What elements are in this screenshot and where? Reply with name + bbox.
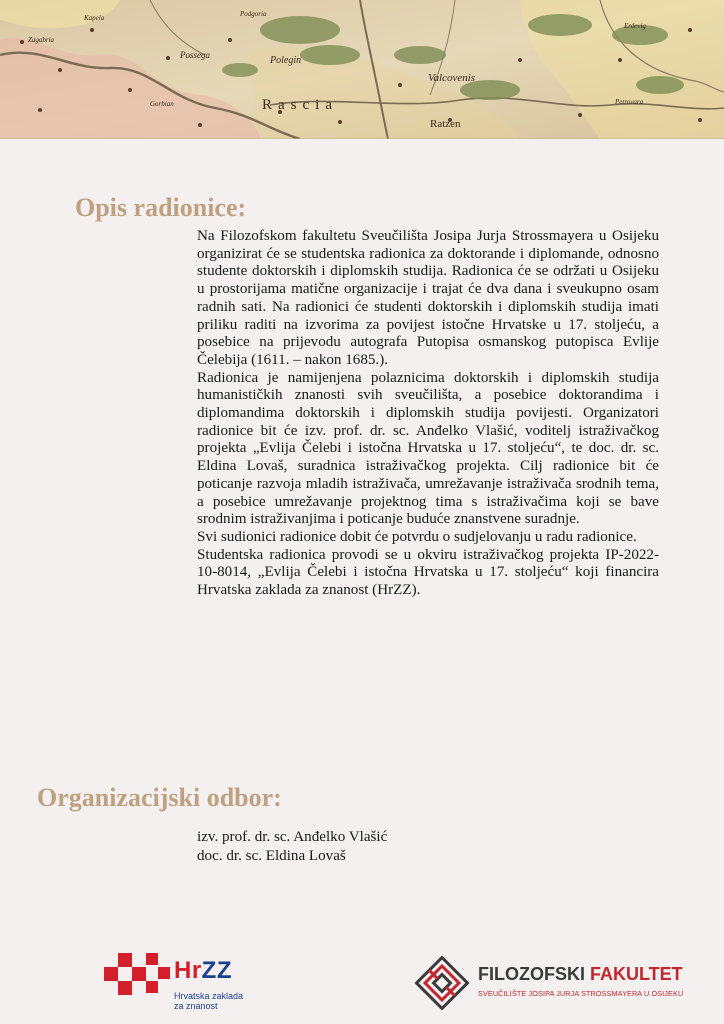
description-paragraph: Na Filozofskom fakultetu Sveučilišta Josipa Jurja Strossmayera u Osijeku organizirat će se studentska radionica za doktorande i diplomande, odnosno studente doktorskih i diplomskih studija. Radionica će se održati u Osijeku u prostorijama matične organizacije i trajat će dva dana i sveukupno osam radnih sati. Na radionici će studenti doktorskih i diplomskih studija imati priliku raditi na izvorima za povijest istočne Hrvatske u 17. stoljeću, a posebice na prijevodu autografa Putopisa osmanskog putopisca Evlije Čelebija (1611. – nakon 1685.). — [197, 228, 659, 368]
committee-member: doc. dr. sc. Eldina Lovaš — [197, 848, 346, 864]
map-label: Podgoria — [240, 10, 267, 18]
map-label: Polegin — [270, 55, 302, 66]
ff-name-part2: FAKULTET — [590, 964, 683, 984]
map-label: Possega — [180, 50, 210, 60]
description-heading: Opis radionice: — [75, 193, 247, 222]
committee-heading: Organizacijski odbor: — [37, 783, 282, 812]
ff-subtitle: SVEUČILIŠTE JOSIPA JURJA STROSSMAYERA U OSIJEKU — [478, 989, 684, 998]
hrzz-wordmark — [174, 957, 232, 985]
map-illustration — [0, 0, 724, 139]
description-paragraph: Radionica je namijenjena polaznicima doktorskih i diplomskih studija humanističkih znanosti svih sveučilišta, a posebice doktorandima i diplomandima doktorskih i diplomskih studija povijesti. Organizatori radionice bit će izv. prof. dr. sc. Anđelko Vlašić, voditelj istraživačkog projekta „Evlija Čelebi i istočna Hrvatska u 17. stoljeću“, te doc. dr. sc. Eldina Lovaš, suradnica istraživačkog projekta. Cilj radionice bit će poticanje razvoja mladih istraživača, umrežavanje istraživača srodnih tema, a posebice umrežavanje projektnog tima s istraživačima koji se bave srodnim istraživanjima i poticanje buduće znanstvene suradnje. — [197, 369, 659, 528]
map-label: Erdevig — [624, 22, 646, 30]
ff-name-part1: FILOZOFSKI — [478, 964, 585, 984]
hrzz-logo — [104, 951, 274, 1013]
description-paragraph: Studentska radionica provodi se u okviru istraživačkog projekta IP-2022-10-8014, „Evlija Čelebi i istočna Hrvatska u 17. stoljeću“ koji financira Hrvatska zaklada za znanost (HrZZ). — [197, 546, 659, 599]
description-body — [197, 228, 659, 600]
map-label: Gorbian — [150, 100, 174, 108]
ff-name — [478, 964, 683, 985]
map-label: Kapela — [84, 14, 105, 22]
map-label: Petrovara — [615, 98, 644, 106]
hrzz-wordmark-zz: ZZ — [201, 957, 232, 984]
hrzz-wordmark-hr: Hr — [174, 957, 202, 984]
map-label: Valcovenis — [428, 72, 476, 84]
historical-map-banner — [0, 0, 724, 139]
hrzz-subtitle: Hrvatska zaklada za znanost — [174, 991, 244, 1011]
map-label: Ratzen — [430, 118, 461, 130]
committee-list — [197, 828, 387, 866]
map-label: Rascia — [262, 97, 338, 113]
ff-emblem-icon — [415, 956, 469, 1010]
hrzz-checker-icon — [104, 953, 170, 997]
ff-logo — [415, 956, 700, 1012]
map-label: Zagabria — [28, 36, 55, 44]
description-paragraph: Svi sudionici radionice dobit će potvrdu o sudjelovanju u radu radionice. — [197, 528, 637, 545]
committee-member: izv. prof. dr. sc. Anđelko Vlašić — [197, 829, 388, 845]
